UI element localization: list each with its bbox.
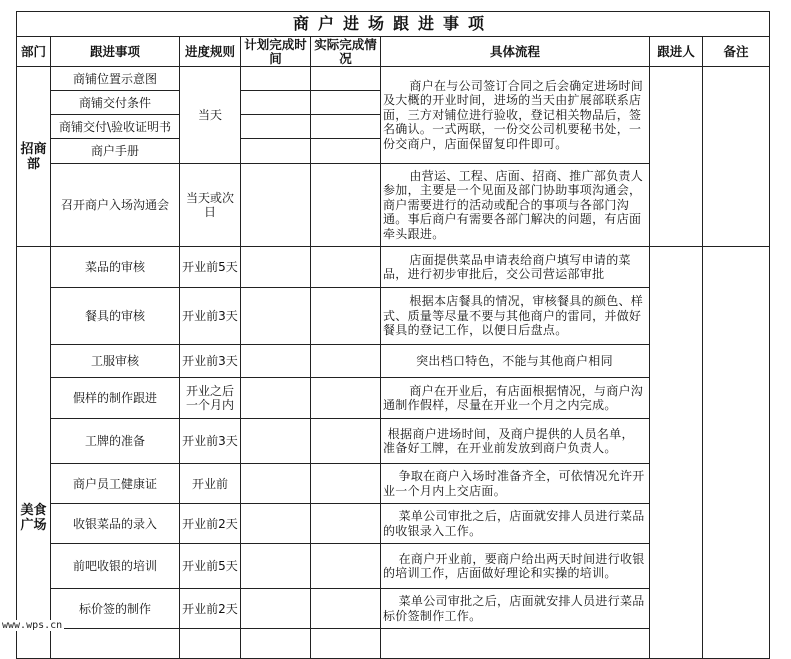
flow-cell[interactable] <box>381 247 650 288</box>
plan-cell[interactable] <box>241 629 311 659</box>
plan-cell[interactable] <box>241 589 311 629</box>
flow-cell[interactable] <box>381 288 650 345</box>
item-cell[interactable]: 工牌的准备 <box>51 419 180 464</box>
flow-cell[interactable] <box>381 629 650 659</box>
flow-cell[interactable] <box>381 419 650 464</box>
plan-cell[interactable] <box>241 419 311 464</box>
plan-cell[interactable] <box>241 345 311 378</box>
plan-cell[interactable] <box>241 247 311 288</box>
plan-cell[interactable] <box>241 544 311 589</box>
dept-cell-food-court <box>17 247 51 659</box>
item-cell[interactable]: 商户员工健康证 <box>51 464 180 504</box>
owner-cell[interactable] <box>650 247 703 659</box>
actual-cell[interactable] <box>311 629 381 659</box>
flow-text: 商户在与公司签订合同之后会确定进场时间及大概的开业时间，进场的当天由扩展部联系店面，三方对铺位进行验收，登记相关物品后，签名确认。一式两联，一份交公司机要秘书处，一份交商户，店面保留复印件即可。 <box>383 78 644 151</box>
header-item: 跟进事项 <box>51 37 180 67</box>
watermark-text: www.wps.cn <box>2 620 63 631</box>
header-flow: 具体流程 <box>381 37 650 67</box>
rule-cell[interactable]: 开业前5天 <box>180 247 241 288</box>
item-cell[interactable]: 菜品的审核 <box>51 247 180 288</box>
actual-cell[interactable] <box>311 544 381 589</box>
header-owner: 跟进人 <box>650 37 703 67</box>
actual-cell[interactable] <box>311 589 381 629</box>
item-cell[interactable]: 工服审核 <box>51 345 180 378</box>
table-row <box>17 67 770 91</box>
actual-cell[interactable] <box>311 288 381 345</box>
plan-cell[interactable] <box>241 91 311 115</box>
dept-cell-zhaoshang <box>17 67 51 247</box>
plan-cell[interactable] <box>241 504 311 544</box>
flow-text: 在商户开业前，要商户给出两天时间进行收银的培训工作，店面做好理论和实操的培训。 <box>383 551 645 580</box>
note-cell[interactable] <box>703 67 770 247</box>
flow-text: 店面提供菜品申请表给商户填写申请的菜品，进行初步审批后，交公司营运部审批 <box>383 252 631 281</box>
plan-cell[interactable] <box>241 464 311 504</box>
actual-cell[interactable] <box>311 464 381 504</box>
flow-cell[interactable] <box>381 345 650 378</box>
plan-cell[interactable] <box>241 378 311 419</box>
plan-cell[interactable] <box>241 288 311 345</box>
follow-up-table <box>16 11 770 659</box>
item-cell[interactable]: 商铺交付条件 <box>51 91 180 115</box>
flow-text: 根据本店餐具的情况，审核餐具的颜色、样式、质量等尽量不要与其他商户的雷同，并做好餐具的登记工作，以便日后盘点。 <box>383 294 644 338</box>
rule-cell[interactable]: 开业前5天 <box>180 544 241 589</box>
actual-cell[interactable] <box>311 419 381 464</box>
rule-cell[interactable]: 开业前3天 <box>180 345 241 378</box>
flow-cell[interactable] <box>381 164 650 247</box>
header-note: 备注 <box>703 37 770 67</box>
header-plan-time: 计划完成时间 <box>241 37 311 67</box>
actual-cell[interactable] <box>311 139 381 164</box>
table-title: 商户进场跟进事项 <box>17 12 770 37</box>
rule-cell[interactable]: 开业前2天 <box>180 504 241 544</box>
rule-cell[interactable]: 开业前2天 <box>180 589 241 629</box>
item-cell[interactable]: 标价签的制作 <box>51 589 180 629</box>
item-cell[interactable]: 商铺位置示意图 <box>51 67 180 91</box>
rule-cell[interactable] <box>180 629 241 659</box>
actual-cell[interactable] <box>311 67 381 91</box>
rule-cell[interactable]: 开业之后一个月内 <box>180 378 241 419</box>
header-dept: 部门 <box>17 37 51 67</box>
rule-cell[interactable]: 当天 <box>180 67 241 164</box>
rule-cell[interactable]: 开业前3天 <box>180 419 241 464</box>
table-row <box>17 247 770 288</box>
actual-cell[interactable] <box>311 115 381 139</box>
flow-cell[interactable] <box>381 504 650 544</box>
flow-text: 商户在开业后，有店面根据情况，与商户沟通制作假样，尽量在开业一个月之内完成。 <box>383 383 644 412</box>
flow-cell[interactable] <box>381 378 650 419</box>
rule-cell[interactable]: 开业前3天 <box>180 288 241 345</box>
actual-cell[interactable] <box>311 91 381 115</box>
flow-text: 菜单公司审批之后，店面就安排人员进行菜品标价签制作工作。 <box>383 594 645 623</box>
flow-text: 突出档口特色，不能与其他商户相同 <box>416 353 613 368</box>
item-cell[interactable]: 收银菜品的录入 <box>51 504 180 544</box>
header-rule: 进度规则 <box>180 37 241 67</box>
flow-cell[interactable] <box>381 544 650 589</box>
rule-cell[interactable]: 开业前 <box>180 464 241 504</box>
actual-cell[interactable] <box>311 345 381 378</box>
item-cell[interactable]: 商铺交付\验收证明书 <box>51 115 180 139</box>
actual-cell[interactable] <box>311 504 381 544</box>
plan-cell[interactable] <box>241 164 311 247</box>
actual-cell[interactable] <box>311 247 381 288</box>
item-cell[interactable]: 前吧收银的培训 <box>51 544 180 589</box>
plan-cell[interactable] <box>241 139 311 164</box>
flow-text: 根据商户进场时间，及商户提供的人员名单，准备好工牌，在开业前发放到商户负责人。 <box>383 426 634 455</box>
flow-cell[interactable] <box>381 589 650 629</box>
item-cell[interactable]: 商户手册 <box>51 139 180 164</box>
actual-cell[interactable] <box>311 378 381 419</box>
flow-text: 由营运、工程、店面、招商、推广部负责人参加，主要是一个见面及部门协助事项沟通会，商户需要进行的活动或配合的事项与各部门沟通。事后商户有需要各部门解决的问题，有店面牵头跟进。 <box>383 168 644 241</box>
dept-label: 招商部 <box>20 141 47 172</box>
item-cell[interactable]: 召开商户入场沟通会 <box>51 164 180 247</box>
rule-cell[interactable]: 当天或次日 <box>180 164 241 247</box>
plan-cell[interactable] <box>241 67 311 91</box>
actual-cell[interactable] <box>311 164 381 247</box>
owner-cell[interactable] <box>650 67 703 247</box>
item-cell[interactable] <box>51 629 180 659</box>
note-cell[interactable] <box>703 247 770 659</box>
flow-text: 菜单公司审批之后，店面就安排人员进行菜品的收银录入工作。 <box>383 509 645 538</box>
spreadsheet <box>16 11 770 659</box>
flow-text: 争取在商户入场时准备齐全，可依情况允许开业一个月内上交店面。 <box>383 469 645 498</box>
header-row <box>17 37 770 67</box>
item-cell[interactable]: 假样的制作跟进 <box>51 378 180 419</box>
dept-label: 美食广场 <box>20 502 47 533</box>
flow-cell[interactable] <box>381 67 650 164</box>
item-cell[interactable]: 餐具的审核 <box>51 288 180 345</box>
flow-cell[interactable] <box>381 464 650 504</box>
header-actual-status: 实际完成情况 <box>311 37 381 67</box>
plan-cell[interactable] <box>241 115 311 139</box>
